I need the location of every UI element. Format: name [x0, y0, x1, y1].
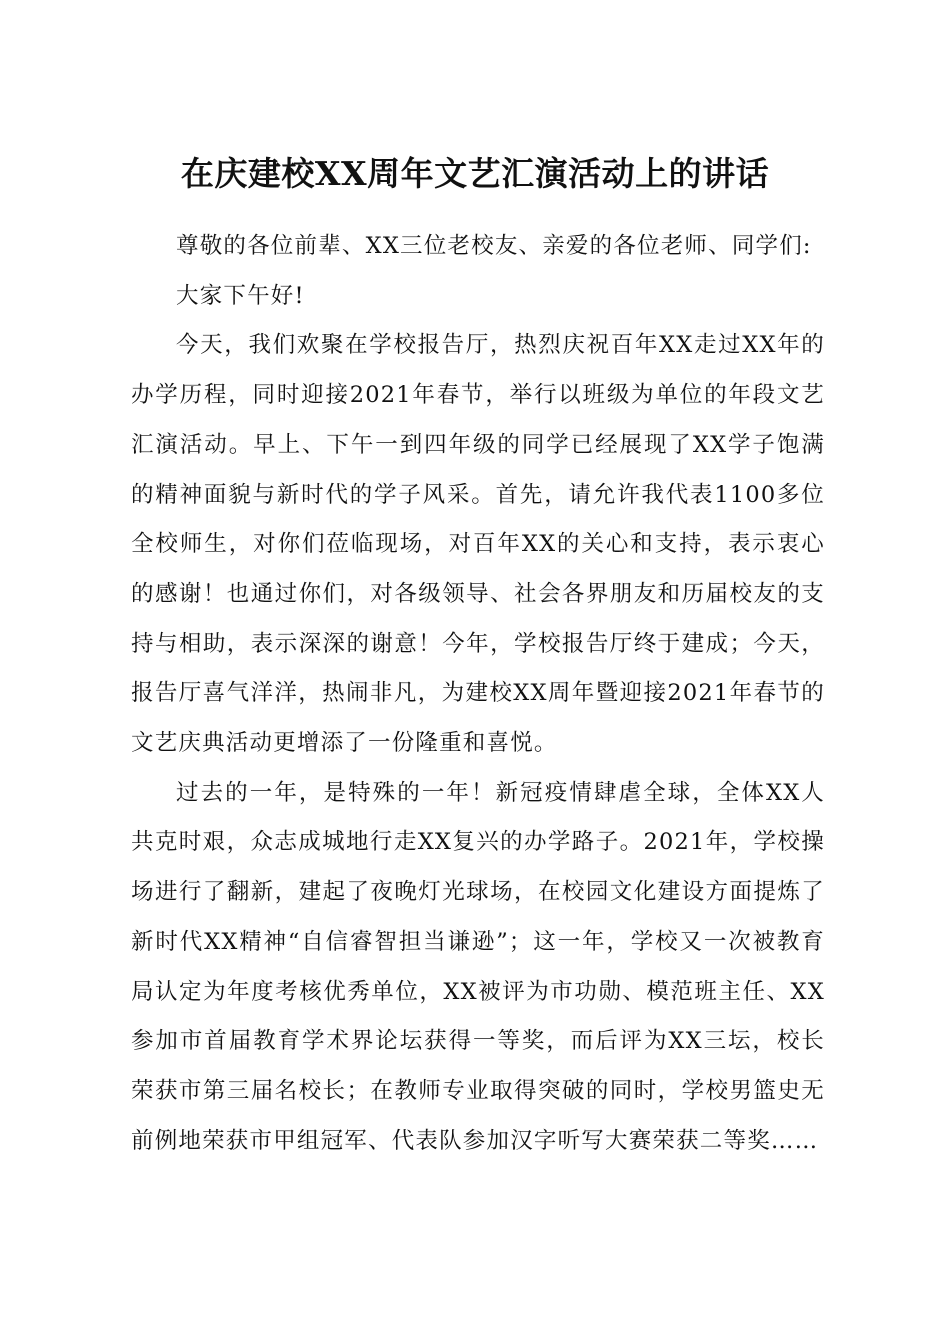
- greeting-paragraph: 大家下午好!: [176, 282, 305, 309]
- body-paragraph: 今天，我们欢聚在学校报告厅，热烈庆祝百年XX走过XX年的办学历程，同时迎接2021年春节，举行以班级为单位的年段文艺汇演活动。早上、下午一到四年级的同学已经展现了XX学子饱满的精神面貌与新时代的学子风采。首先，请允许我代表1100多位全校师生，对你们莅临现场，对百年XX的关心和支持，表示衷心的感谢！也通过你们，对各级领导、社会各界朋友和历届校友的支持与相助，表示深深的谢意！今年，学校报告厅终于建成；今天，报告厅喜气洋洋，热闹非凡，为建校XX周年暨迎接2021年春节的文艺庆典活动更增添了一份隆重和喜悦。: [131, 332, 825, 757]
- document-body: [131, 222, 825, 1166]
- document-title: 在庆建校XX周年文艺汇演活动上的讲话: [180, 154, 770, 193]
- salutation-paragraph: 尊敬的各位前辈、XX三位老校友、亲爱的各位老师、同学们:: [176, 233, 812, 259]
- body-paragraph: 过去的一年，是特殊的一年！新冠疫情肆虐全球，全体XX人共克时艰，众志成城地行走XX复兴的办学路子。2021年，学校操场进行了翻新，建起了夜晚灯光球场，在校园文化建设方面提炼了新时代XX精神“自信睿智担当谦逊”；这一年，学校又一次被教育局认定为年度考核优秀单位，XX被评为市功勋、模范班主任、XX参加市首届教育学术界论坛获得一等奖，而后评为XX三坛，校长荣获市第三届名校长；在教师专业取得突破的同时，学校男篮史无前例地荣获市甲组冠军、代表队参加汉字听写大赛荣获二等奖……: [131, 779, 825, 1154]
